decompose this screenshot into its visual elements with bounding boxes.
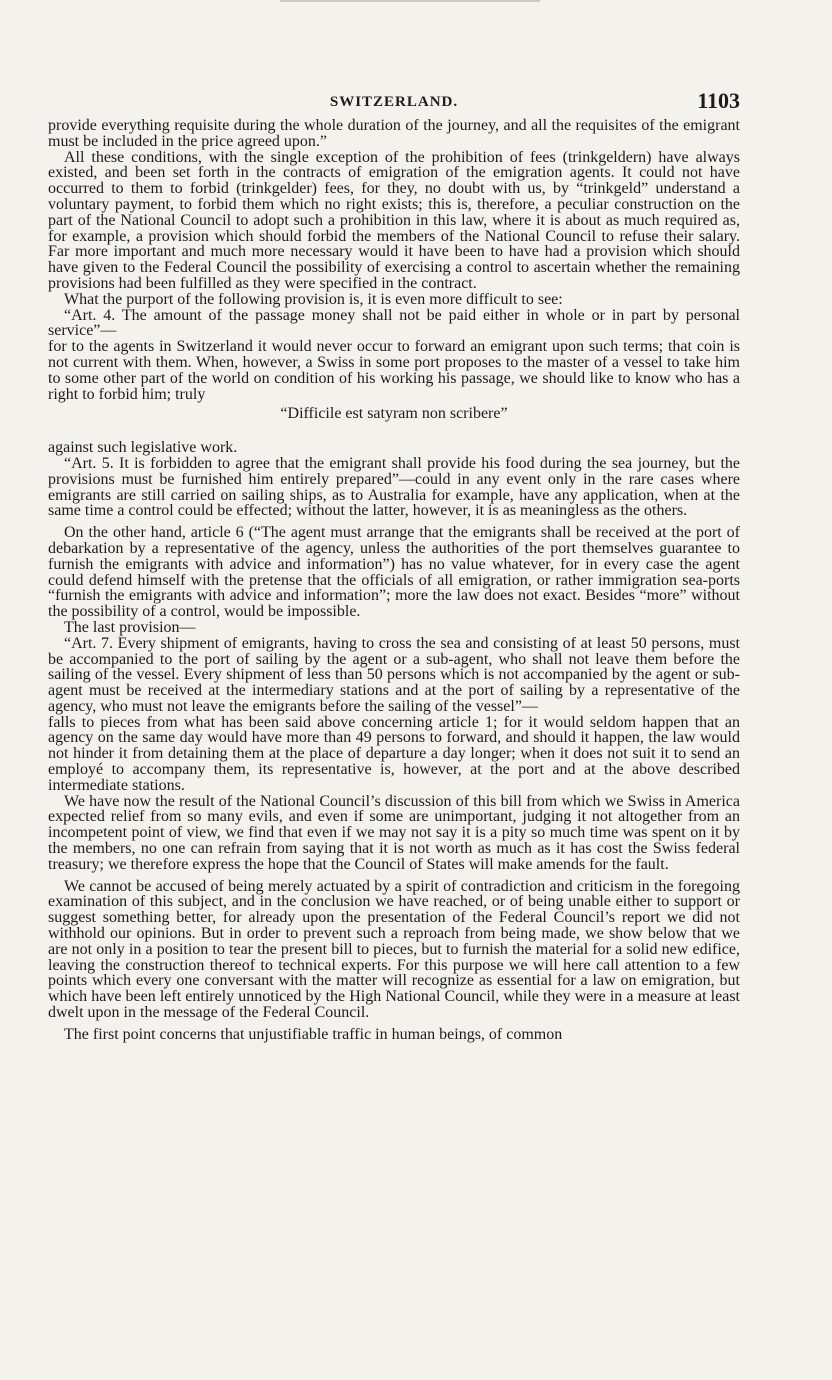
paragraph: We have now the result of the National Council’s discussion of this bill from which we Swiss in America expected relief from so many evils, and even if some are unimportant, judging it not altogether from an incompetent point of view, we find that even if we may not say it is a pity so much time was spent on it by the members, no one can refrain from saying that it is not worth as much as it has cost the Swiss federal treasury; we therefore express the hope that the Council of States will make amends for the fault. [48,792,740,873]
paragraph: All these conditions, with the single exception of the prohibition of fees (trinkgeldern) have always existed, and been set forth in the contracts of emigration of the emigration agents. It could not have occurred to them to forbid (trinkgelder) fees, for they, no doubt with us, by “trinkgeld” understand a voluntary payment, to forbid them which no right exists; this is, therefore, a peculiar construction on the part of the National Council to adopt such a prohibition in this law, where it is about as much required as, for example, a provision which should forbid the members of the National Council to refuse their salary. Far more important and much more necessary would it have been to have had a provision which should have given to the Federal Council the possibility of exercising a control to ascertain whether the remaining provisions had been fulfilled as they were specified in the contract. [48,148,740,292]
top-edge-rule [280,0,540,2]
paragraph: The first point concerns that unjustifiable traffic in human beings, of common [64,1025,563,1043]
paragraph: We cannot be accused of being merely actuated by a spirit of contradiction and criticism in the foregoing examination of this subject, and in the conclusion we have reached, or of being unable either to support or suggest something better, for already upon the presentation of the Federal Council’s report we did not withhold our opinions. But in order to prevent such a reproach from being made, we show below that we are not only in a position to tear the present bill to pieces, but to furnish the material for a solid new edifice, leaving the construction thereof to technical experts. For this purpose we will here call attention to a few points which every one conversant with the matter will recognize as essential for a law on emigration, but which have been left entirely unnoticed by the High National Council, while they were in a measure at least dwelt upon in the message of the Federal Council. [48,877,740,1022]
paragraph: falls to pieces from what has been said above concerning article 1; for it would seldom happen that an agency on the same day would have more than 49 persons to forward, and should it happen, the law would not hinder it from detaining them at the place of departure a day longer; when it does not suit it to send an employé to accompany them, its representative is, however, at the port and at the above described intermediate stations. [48,713,740,794]
paragraph: provide everything requisite during the whole duration of the journey, and all the requisites of the emigrant must be included in the price agreed upon.” [48,117,740,150]
paragraph: “Art. 7. Every shipment of emigrants, having to cross the sea and consisting of at least 50 persons, must be accompanied to the port of sailing by the agent or a sub-agent, who shall not leave them before the sailing of the vessel. Every shipment of less than 50 persons which is not accompanied by the agent or sub-agent must be received at the intermediary stations and at the port of sailing by a representative of the agency, who must not leave the emigrants before the sailing of the vessel”— [48,634,740,715]
paragraph: The last provision— [64,618,196,636]
paragraph: for to the agents in Switzerland it would never occur to forward an emigrant upon such terms; that coin is not current with them. When, however, a Swiss in some port proposes to the master of a vessel to take him to some other part of the world on condition of his working his passage, we should like to know who has a right to forbid him; truly [48,338,740,403]
paragraph: On the other hand, article 6 (“The agent must arrange that the emigrants shall be received at the port of debarkation by a representative of the agency, unless the authorities of the port themselves guarantee to furnish the emigrants with advice and information”) has no value whatever, for in every case the agent could defend himself with the pretense that the officials of all emigration, or rather immigration sea-ports “furnish the emigrants with advice and information”; more the law does not exact. Besides “more” without the possibility of a control, would be impossible. [48,524,740,621]
paragraph: against such legislative work. [48,439,238,457]
paragraph: What the purport of the following provision is, it is even more difficult to see: [64,290,563,308]
page-header [48,88,740,118]
paragraph: “Art. 5. It is forbidden to agree that the emigrant shall provide his food during the sea journey, but the provisions must be furnished him entirely prepared”—could in any event only in the rare cases where emigrants are still carried on sailing ships, as to Australia for example, have any application, when at the same time a control could be effected; without the latter, however, it is as meaningless as the others. [48,454,740,520]
paragraph: “Art. 4. The amount of the passage money shall not be paid either in whole or in part by personal service”— [48,306,740,340]
paragraph: “Difficile est satyram non scribere” [280,405,508,423]
running-title: SWITZERLAND. [329,94,459,110]
document-page [48,88,740,1043]
body-text [48,118,740,1043]
page-number: 1103 [697,88,740,113]
